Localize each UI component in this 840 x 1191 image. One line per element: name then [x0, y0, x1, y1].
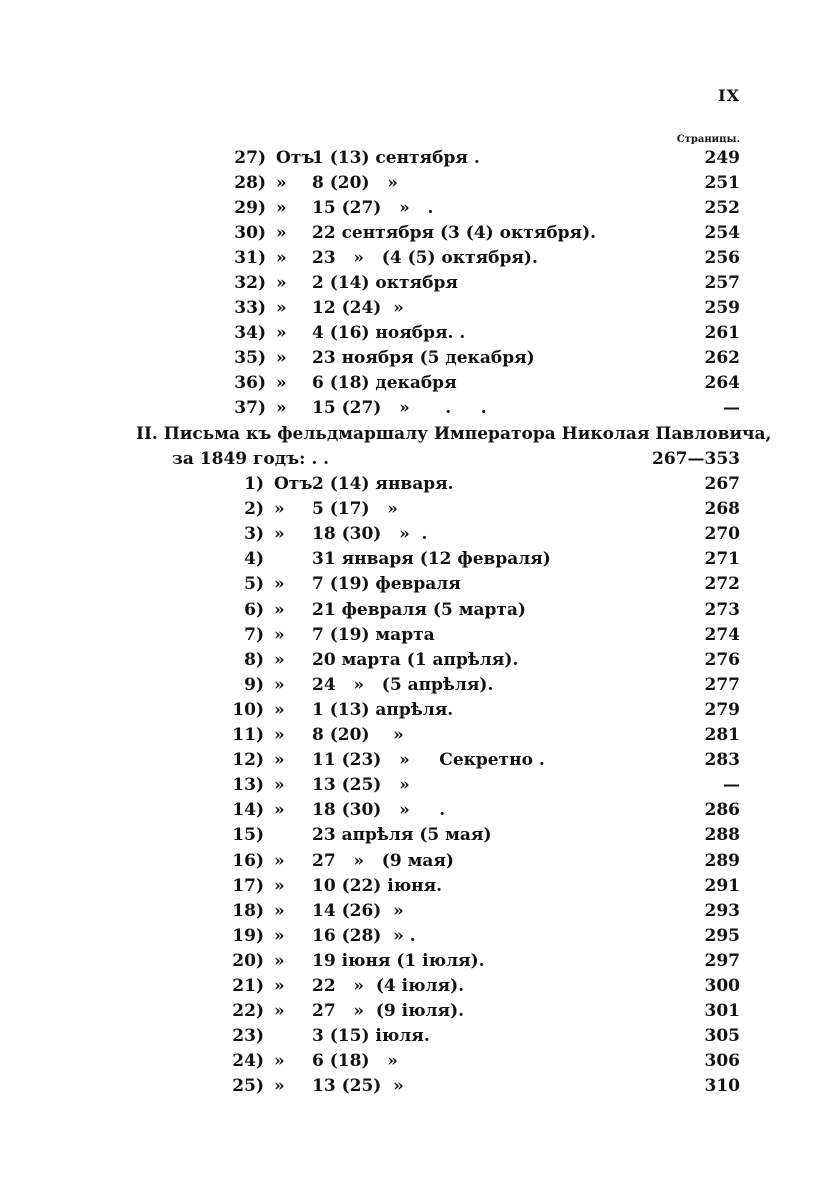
- entry-date: 22 сентября (3 (4) октября).: [312, 223, 597, 243]
- entry-date: 7 (19) марта: [312, 624, 435, 645]
- entry-prefix: »: [274, 674, 285, 695]
- entry-page: 274: [704, 624, 740, 645]
- toc-entry: [0, 246, 840, 271]
- entry-page: 272: [704, 574, 740, 595]
- entry-date: 24 » (5 апрѣля).: [312, 674, 494, 695]
- entry-date: 13 (25) »: [312, 775, 410, 796]
- entry-page: 293: [704, 900, 740, 921]
- entry-date: 11 (23) » Секретно .: [312, 750, 545, 771]
- entry-date: 13 (25) »: [312, 1076, 404, 1097]
- entry-page: 252: [704, 198, 740, 218]
- toc-entry: [0, 924, 840, 949]
- entry-date: 27 » (9 іюля).: [312, 1001, 465, 1022]
- entry-number: 37): [234, 398, 266, 418]
- entry-date: 2 (14) октября: [312, 273, 458, 293]
- toc-entry: [0, 396, 840, 421]
- toc-entry: [0, 773, 840, 798]
- entry-page: 297: [704, 950, 740, 971]
- toc-entry: [0, 572, 840, 597]
- section-heading: [0, 422, 840, 447]
- entry-date: 3 (15) іюля.: [312, 1026, 430, 1047]
- entry-prefix: »: [274, 1001, 285, 1022]
- entry-date: 16 (28) » .: [312, 925, 416, 946]
- entry-date: 5 (17) »: [312, 499, 398, 520]
- entry-prefix: »: [274, 524, 285, 545]
- toc-entry: [0, 346, 840, 371]
- entry-page: 261: [704, 323, 740, 343]
- entry-page: 257: [704, 273, 740, 293]
- entry-prefix: »: [274, 750, 285, 771]
- entry-page: 270: [704, 524, 740, 545]
- entry-page: 283: [704, 750, 740, 771]
- entry-number: 17): [232, 875, 264, 896]
- entry-prefix: »: [274, 925, 285, 946]
- toc-entry: [0, 623, 840, 648]
- toc-entry: [0, 598, 840, 623]
- entry-page: —: [723, 398, 740, 418]
- toc-entry: [0, 823, 840, 848]
- entry-number: 36): [234, 373, 266, 393]
- entry-number: 18): [232, 900, 264, 921]
- entry-prefix: »: [276, 348, 287, 368]
- entry-date: 6 (18) »: [312, 1051, 398, 1072]
- toc-entry: [0, 698, 840, 723]
- entry-prefix: »: [274, 875, 285, 896]
- section-subtitle: за 1849 годъ: . .: [172, 449, 330, 469]
- entry-number: 7): [244, 624, 264, 645]
- entry-date: 14 (26) »: [312, 900, 404, 921]
- entry-page: 264: [704, 373, 740, 393]
- entry-page: 289: [704, 850, 740, 871]
- entry-number: 3): [244, 524, 264, 545]
- entry-date: 18 (30) » .: [312, 800, 446, 821]
- toc-entry: [0, 146, 840, 171]
- toc-entry: [0, 221, 840, 246]
- entry-number: 5): [244, 574, 264, 595]
- entry-prefix: »: [274, 574, 285, 595]
- entry-date: 18 (30) » .: [312, 524, 428, 545]
- entry-number: 22): [232, 1001, 264, 1022]
- entry-prefix: »: [276, 373, 287, 393]
- entry-page: 267: [704, 474, 740, 494]
- entry-page: 305: [704, 1026, 740, 1047]
- entry-prefix: Отъ: [274, 474, 313, 494]
- entry-page: 251: [704, 173, 740, 193]
- toc-entry: [0, 321, 840, 346]
- entry-prefix: »: [276, 173, 287, 193]
- entry-number: 24): [232, 1051, 264, 1072]
- entry-number: 20): [232, 950, 264, 971]
- entry-prefix: »: [274, 649, 285, 670]
- entry-date: 21 февраля (5 марта): [312, 599, 526, 620]
- page-number: IX: [718, 86, 740, 105]
- entry-date: 15 (27) » . .: [312, 398, 487, 418]
- toc-entry: [0, 522, 840, 547]
- entry-number: 21): [232, 976, 264, 996]
- entry-page: 281: [704, 725, 740, 745]
- entry-prefix: »: [274, 1051, 285, 1072]
- section-pages: 267—353: [652, 449, 740, 469]
- toc-entry: [0, 1049, 840, 1074]
- toc-entry: [0, 271, 840, 296]
- toc-entry: [0, 371, 840, 396]
- entry-number: 33): [234, 298, 266, 318]
- toc-entry: [0, 196, 840, 221]
- entry-page: 262: [704, 348, 740, 368]
- entry-date: 27 » (9 мая): [312, 850, 454, 871]
- entry-page: 276: [704, 649, 740, 670]
- toc-entry: [0, 874, 840, 899]
- entry-page: 273: [704, 599, 740, 620]
- entry-prefix: »: [276, 248, 287, 268]
- section-subheading: [0, 447, 840, 472]
- entry-prefix: »: [276, 198, 287, 218]
- entry-date: 23 апрѣля (5 мая): [312, 825, 492, 846]
- entry-prefix: »: [274, 800, 285, 821]
- entry-page: 306: [704, 1051, 740, 1072]
- entry-page: 310: [704, 1076, 740, 1097]
- entry-prefix: »: [274, 850, 285, 871]
- entry-page: 295: [704, 925, 740, 946]
- entry-number: 23): [232, 1026, 264, 1047]
- toc-entry: [0, 296, 840, 321]
- entry-page: 254: [704, 223, 740, 243]
- toc-entry: [0, 723, 840, 748]
- toc-entry: [0, 497, 840, 522]
- entry-date: 15 (27) » .: [312, 198, 434, 218]
- entry-date: 1 (13) сентября .: [312, 148, 480, 168]
- toc-entry: [0, 748, 840, 773]
- entry-page: 268: [704, 499, 740, 520]
- entry-prefix: »: [274, 725, 285, 745]
- entry-date: 23 » (4 (5) октября).: [312, 248, 538, 268]
- entry-prefix: »: [274, 599, 285, 620]
- entry-prefix: »: [276, 323, 287, 343]
- entry-page: 288: [704, 825, 740, 846]
- toc-entry: [0, 949, 840, 974]
- toc-entry: [0, 974, 840, 999]
- entry-number: 31): [234, 248, 266, 268]
- entry-prefix: »: [274, 499, 285, 520]
- entry-page: 279: [704, 699, 740, 720]
- toc-entry: [0, 648, 840, 673]
- entry-prefix: »: [276, 398, 287, 418]
- entry-number: 15): [232, 825, 264, 846]
- entry-page: 249: [704, 148, 740, 168]
- entry-prefix: »: [274, 1076, 285, 1097]
- entry-date: 2 (14) января.: [312, 474, 454, 494]
- entry-date: 12 (24) »: [312, 298, 404, 318]
- entry-number: 30): [234, 223, 266, 243]
- entry-number: 35): [234, 348, 266, 368]
- entry-number: 25): [232, 1076, 264, 1097]
- entry-prefix: Отъ: [276, 148, 315, 168]
- entry-date: 1 (13) апрѣля.: [312, 699, 454, 720]
- entry-date: 8 (20) »: [312, 173, 398, 193]
- entry-number: 9): [244, 674, 264, 695]
- entry-number: 32): [234, 273, 266, 293]
- entry-number: 11): [232, 725, 264, 745]
- entry-date: 8 (20) »: [312, 725, 404, 745]
- entry-date: 10 (22) іюня.: [312, 875, 443, 896]
- entry-number: 16): [232, 850, 264, 871]
- entry-page: 259: [704, 298, 740, 318]
- entry-number: 28): [234, 173, 266, 193]
- entry-number: 12): [232, 750, 264, 771]
- entry-prefix: »: [274, 624, 285, 645]
- entry-prefix: »: [276, 273, 287, 293]
- entry-page: 286: [704, 800, 740, 821]
- entry-date: 7 (19) февраля: [312, 574, 461, 595]
- entry-prefix: »: [274, 976, 285, 996]
- toc-entry: [0, 547, 840, 572]
- entry-page: 300: [704, 976, 740, 996]
- toc-entry: [0, 798, 840, 823]
- entry-number: 1): [244, 474, 264, 494]
- entry-prefix: »: [276, 223, 287, 243]
- toc-entry: [0, 673, 840, 698]
- toc-entry: [0, 1024, 840, 1049]
- toc-entry: [0, 899, 840, 924]
- entry-date: 4 (16) ноября. .: [312, 323, 466, 343]
- entry-number: 29): [234, 198, 266, 218]
- toc-entry: [0, 999, 840, 1024]
- entry-number: 27): [234, 148, 266, 168]
- entry-number: 4): [244, 549, 264, 570]
- toc-entry: [0, 849, 840, 874]
- entry-number: 6): [244, 599, 264, 620]
- entry-number: 34): [234, 323, 266, 343]
- toc-entry: [0, 171, 840, 196]
- entry-number: 2): [244, 499, 264, 520]
- entry-prefix: »: [274, 900, 285, 921]
- entry-date: 20 марта (1 апрѣля).: [312, 649, 519, 670]
- entry-date: 6 (18) декабря: [312, 373, 457, 393]
- entry-date: 22 » (4 іюля).: [312, 976, 465, 996]
- toc-entry: [0, 472, 840, 497]
- entry-prefix: »: [274, 775, 285, 796]
- entry-number: 14): [232, 800, 264, 821]
- section-title: II. Письма къ фельдмаршалу Императора Николая Павловича,: [136, 424, 772, 444]
- entry-number: 13): [232, 775, 264, 796]
- entry-prefix: »: [276, 298, 287, 318]
- entry-number: 19): [232, 925, 264, 946]
- entry-date: 19 іюня (1 іюля).: [312, 950, 485, 971]
- entry-number: 8): [244, 649, 264, 670]
- toc-entry: [0, 1074, 840, 1099]
- entry-page: 256: [704, 248, 740, 268]
- entry-number: 10): [232, 699, 264, 720]
- entry-prefix: »: [274, 699, 285, 720]
- entry-page: 277: [704, 674, 740, 695]
- entry-date: 23 ноября (5 декабря): [312, 348, 535, 368]
- column-header: Страницы.: [676, 134, 740, 145]
- entry-page: 301: [704, 1001, 740, 1022]
- entry-page: —: [723, 775, 740, 796]
- entry-page: 271: [704, 549, 740, 570]
- entry-prefix: »: [274, 950, 285, 971]
- entry-page: 291: [704, 875, 740, 896]
- entry-date: 31 января (12 февраля): [312, 549, 551, 570]
